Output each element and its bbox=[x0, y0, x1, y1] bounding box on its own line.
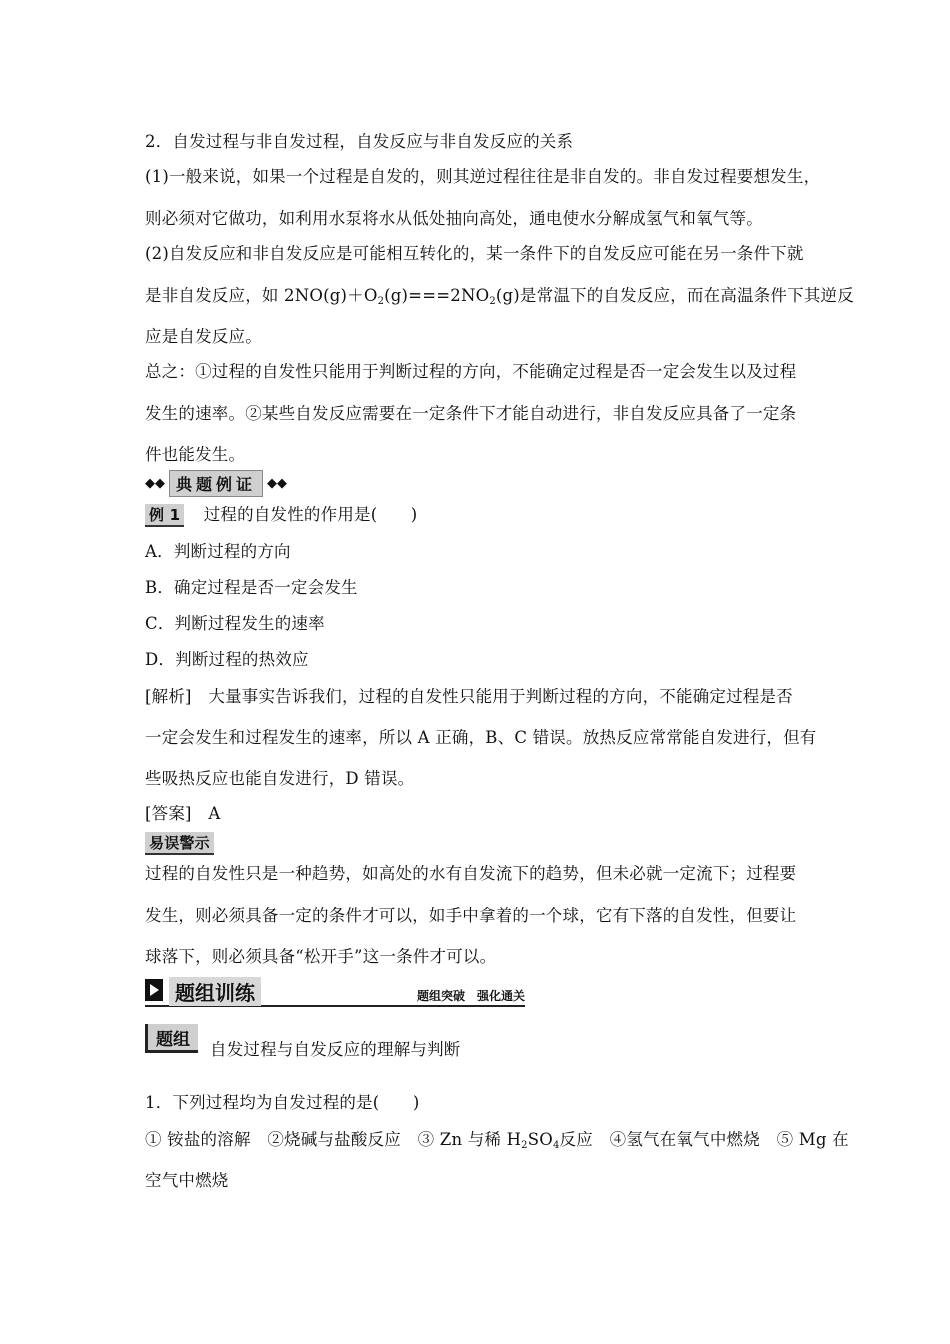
example-1-question bbox=[145, 501, 417, 527]
paragraph-2-line-3: 应是自发反应。 bbox=[145, 327, 262, 346]
training-header bbox=[145, 977, 525, 1007]
subscript: 2 bbox=[521, 1140, 528, 1151]
training-title: 题组训练 bbox=[169, 977, 261, 1006]
items-part-b: SO bbox=[527, 1130, 553, 1149]
summary-line-2: 发生的速率。②某些自发反应需要在一定条件下才能自动进行，非自发反应具备了一定条 bbox=[145, 404, 797, 423]
play-arrow-icon bbox=[145, 979, 163, 1001]
warning-tag: 易误警示 bbox=[145, 832, 214, 855]
warning-line-1: 过程的自发性只是一种趋势，如高处的水有自发流下的趋势，但未必就一定流下；过程要 bbox=[145, 864, 797, 883]
items-part-c: 反应 ④氢气在氧气中燃烧 ⑤ Mg 在 bbox=[559, 1130, 849, 1149]
example-heading-title: 典题例证 bbox=[169, 470, 263, 497]
question-1-stem: 1．下列过程均为自发过程的是( ) bbox=[145, 1093, 420, 1112]
paragraph-1-line-2: 则必须对它做功，如利用水泵将水从低处抽向高处，通电使水分解成氢气和氧气等。 bbox=[145, 209, 763, 228]
question-1-items-line-2: 空气中燃烧 bbox=[145, 1171, 229, 1190]
diamond-decoration-left: ◆◆ bbox=[145, 475, 165, 491]
warning-line-3: 球落下，则必须具备“松开手”这一条件才可以。 bbox=[145, 947, 497, 966]
warning-line-2: 发生，则必须具备一定的条件才可以，如手中拿着的一个球，它有下落的自发性，但要让 bbox=[145, 906, 797, 925]
equation-part-b: (g)===2NO bbox=[384, 286, 490, 305]
example-1-tag: 例 1 bbox=[145, 504, 184, 527]
analysis-line-2: 一定会发生和过程发生的速率，所以 A 正确，B、C 错误。放热反应常常能自发进行，但有 bbox=[145, 728, 817, 747]
analysis-line-3: 些吸热反应也能自发进行，D 错误。 bbox=[145, 769, 415, 788]
answer: [答案] A bbox=[145, 804, 221, 823]
warning-tag-row bbox=[145, 832, 214, 855]
example-1-stem: 过程的自发性的作用是( ) bbox=[203, 505, 418, 524]
summary-line-3: 件也能发生。 bbox=[145, 445, 246, 464]
subscript: 4 bbox=[552, 1140, 560, 1151]
paragraph-1-line-1: (1)一般来说，如果一个过程是自发的，则其逆过程往往是非自发的。非自发过程要想发生， bbox=[145, 167, 821, 186]
option-a: A．判断过程的方向 bbox=[145, 542, 291, 561]
subscript: 2 bbox=[377, 296, 385, 307]
group-title: 自发过程与自发反应的理解与判断 bbox=[210, 1040, 461, 1059]
training-subtitle: 题组突破 强化通关 bbox=[416, 989, 525, 1003]
section-title: 2．自发过程与非自发过程，自发反应与非自发反应的关系 bbox=[145, 132, 574, 151]
analysis-line-1: [解析] 大量事实告诉我们，过程的自发性只能用于判断过程的方向，不能确定过程是否 bbox=[145, 687, 793, 706]
option-c: C．判断过程发生的速率 bbox=[145, 614, 325, 633]
option-d: D．判断过程的热效应 bbox=[145, 650, 309, 669]
equation-part-c: (g)是常温下的自发反应，而在高温条件下其逆反 bbox=[495, 286, 854, 305]
subscript: 2 bbox=[489, 296, 496, 307]
group-tag: 题组 bbox=[145, 1024, 198, 1053]
example-heading-band bbox=[145, 472, 287, 494]
diamond-decoration-right: ◆◆ bbox=[267, 475, 288, 491]
paragraph-2-line-2 bbox=[145, 282, 854, 307]
question-1-items-line-1 bbox=[145, 1126, 849, 1151]
summary-line-1: 总之：①过程的自发性只能用于判断过程的方向，不能确定过程是否一定会发生以及过程 bbox=[145, 362, 797, 381]
paragraph-2-line-1: (2)自发反应和非自发反应是可能相互转化的，某一条件下的自发反应可能在另一条件下就 bbox=[145, 244, 804, 263]
items-part-a: ① 铵盐的溶解 ②烧碱与盐酸反应 ③ Zn 与稀 H bbox=[145, 1130, 522, 1149]
equation-part-a: 是非自发反应，如 2NO(g)＋O bbox=[145, 286, 378, 305]
option-b: B．确定过程是否一定会发生 bbox=[145, 578, 358, 597]
